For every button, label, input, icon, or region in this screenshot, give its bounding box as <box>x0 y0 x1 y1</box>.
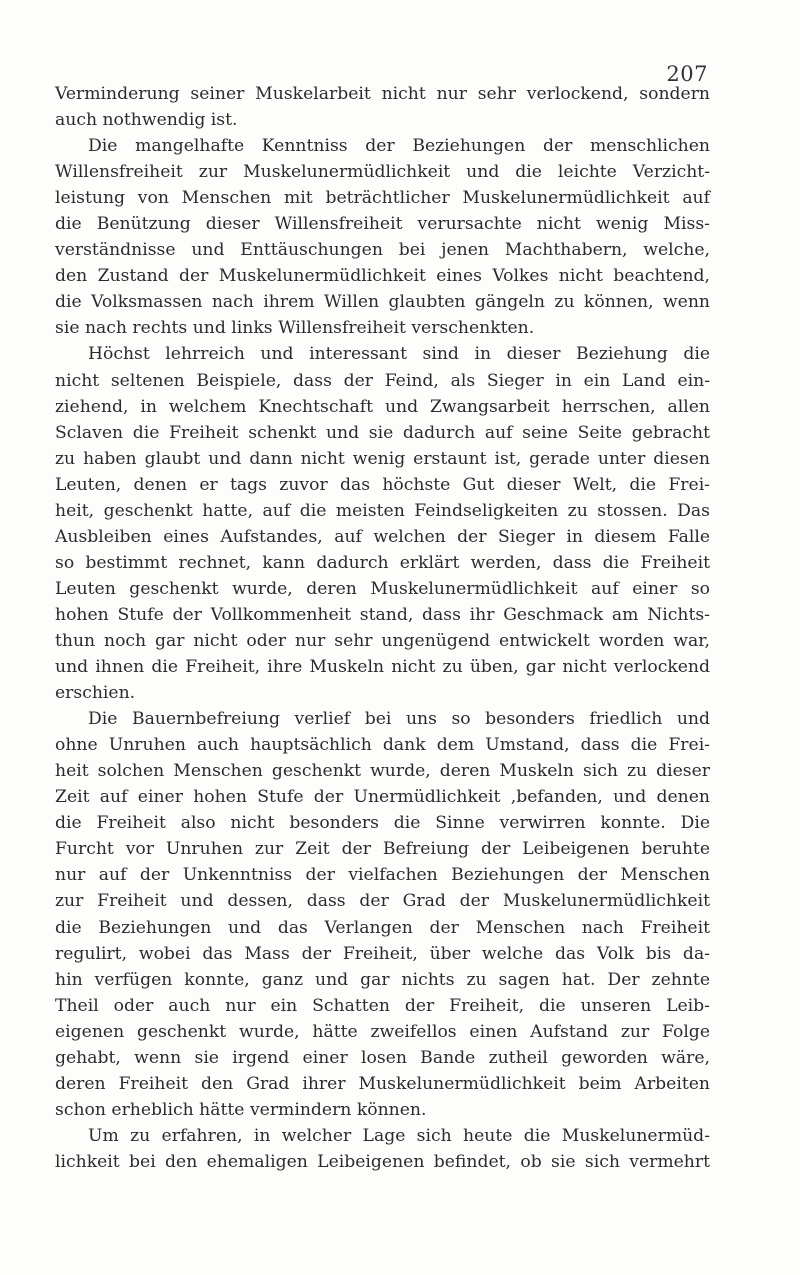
text-line: nicht seltenen Beispiele, dass der Feind, als Sieger in ein Land ein- <box>55 370 710 391</box>
text-line: thun noch gar nicht oder nur sehr ungenügend entwickelt worden war, <box>55 630 710 651</box>
text-line: die Benützung dieser Willensfreiheit verursachte nicht wenig Miss- <box>55 214 710 235</box>
text-line: sie nach rechts und links Willensfreiheit verschenkten. <box>55 318 535 339</box>
text-line: regulirt, wobei das Mass der Freiheit, über welche das Volk bis da- <box>55 943 710 964</box>
text-line: nur auf der Unkenntniss der vielfachen Beziehungen der Menschen <box>55 865 710 886</box>
text-line: Ausbleiben eines Aufstandes, auf welchen der Sieger in diesem Falle <box>55 526 710 547</box>
text-line: die Volksmassen nach ihrem Willen glaubten gängeln zu können, wenn <box>55 292 710 313</box>
text-line: ziehend, in welchem Knechtschaft und Zwangsarbeit herrschen, allen <box>55 396 710 417</box>
text-line: den Zustand der Muskelunermüdlichkeit eines Volkes nicht beachtend, <box>55 266 710 287</box>
text-line: Willensfreiheit zur Muskelunermüdlichkeit und die leichte Verzicht- <box>55 162 710 183</box>
page-number: 207 <box>666 62 708 86</box>
text-line: so bestimmt rechnet, kann dadurch erklärt werden, dass die Freiheit <box>55 552 710 573</box>
text-line: Die mangelhafte Kenntniss der Beziehungen der menschlichen <box>88 136 710 157</box>
text-line: zur Freiheit und dessen, dass der Grad der Muskelunermüdlichkeit <box>55 891 710 912</box>
text-line: und ihnen die Freiheit, ihre Muskeln nicht zu üben, gar nicht verlockend <box>55 657 710 678</box>
text-line: die Beziehungen und das Verlangen der Menschen nach Freiheit <box>55 917 710 938</box>
text-line: Theil oder auch nur ein Schatten der Freiheit, die unseren Leib- <box>55 995 710 1016</box>
text-line: eigenen geschenkt wurde, hätte zweifellos einen Aufstand zur Folge <box>55 1021 710 1042</box>
text-line: Leuten, denen er tags zuvor das höchste Gut dieser Welt, die Frei- <box>55 474 710 495</box>
text-line: Zeit auf einer hohen Stufe der Unermüdlichkeit ,befanden, und denen <box>55 787 710 808</box>
text-line: verständnisse und Enttäuschungen bei jenen Machthabern, welche, <box>55 240 710 261</box>
text-line: hin verfügen konnte, ganz und gar nichts zu sagen hat. Der zehnte <box>55 969 710 990</box>
text-line: ohne Unruhen auch hauptsächlich dank dem Umstand, dass die Frei- <box>55 735 710 756</box>
text-line: Verminderung seiner Muskelarbeit nicht nur sehr verlockend, sondern <box>55 84 710 104</box>
text-line: Sclaven die Freiheit schenkt und sie dadurch auf seine Seite gebracht <box>55 422 710 443</box>
text-line: leistung von Menschen mit beträchtlicher Muskelunermüdlichkeit auf <box>55 188 710 209</box>
text-line: auch nothwendig ist. <box>55 110 238 131</box>
text-line: heit, geschenkt hatte, auf die meisten Feindseligkeiten zu stossen. Das <box>55 500 710 521</box>
text-line: gehabt, wenn sie irgend einer losen Bande zutheil geworden wäre, <box>55 1047 710 1068</box>
text-line: Die Bauernbefreiung verlief bei uns so besonders friedlich und <box>88 709 710 730</box>
text-line: schon erheblich hätte vermindern können. <box>55 1099 427 1120</box>
text-line: Um zu erfahren, in welcher Lage sich heute die Muskelunermüd- <box>88 1125 710 1146</box>
text-line: hohen Stufe der Vollkommenheit stand, dass ihr Geschmack am Nichts- <box>55 604 710 625</box>
text-line: erschien. <box>55 683 136 704</box>
text-line: zu haben glaubt und dann nicht wenig erstaunt ist, gerade unter diesen <box>55 448 710 469</box>
body-text <box>55 81 710 1175</box>
text-line: heit solchen Menschen geschenkt wurde, deren Muskeln sich zu dieser <box>55 761 710 782</box>
text-line: Furcht vor Unruhen zur Zeit der Befreiung der Leibeigenen beruhte <box>55 839 710 860</box>
text-line: Höchst lehrreich und interessant sind in dieser Beziehung die <box>88 344 710 365</box>
text-line: deren Freiheit den Grad ihrer Muskelunermüdlichkeit beim Arbeiten <box>55 1073 710 1094</box>
text-line: Leuten geschenkt wurde, deren Muskelunermüdlichkeit auf einer so <box>55 578 710 599</box>
text-line: lichkeit bei den ehemaligen Leibeigenen befindet, ob sie sich vermehrt <box>55 1151 710 1172</box>
text-line: die Freiheit also nicht besonders die Sinne verwirren konnte. Die <box>55 813 710 834</box>
